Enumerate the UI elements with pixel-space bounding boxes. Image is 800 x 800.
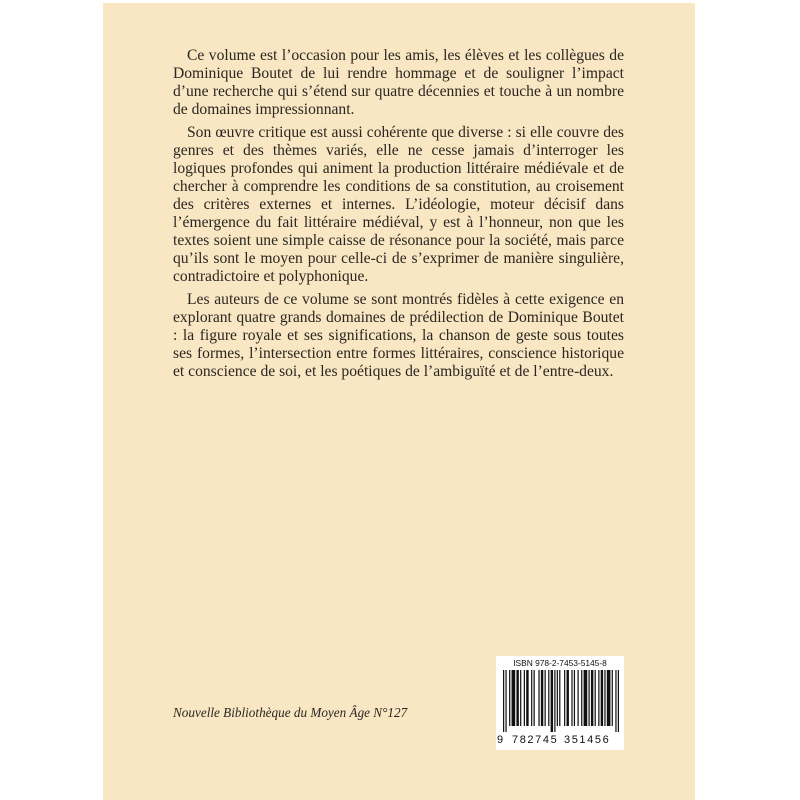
barcode-bar <box>595 670 596 726</box>
isbn-barcode <box>496 656 624 750</box>
barcode-bar <box>564 670 565 726</box>
barcode-bar <box>534 670 535 726</box>
barcode-digit-first: 9 <box>497 734 504 746</box>
barcode-bar <box>505 670 506 732</box>
barcode-bar <box>554 670 555 732</box>
barcode-bar <box>571 670 572 726</box>
barcode-bar <box>503 670 504 732</box>
series-title: Nouvelle Bibliothèque du Moyen Âge N°127 <box>173 705 408 720</box>
barcode-bars <box>503 670 619 732</box>
barcode-digit-group-2: 351456 <box>564 734 611 746</box>
barcode-bar <box>516 670 518 726</box>
blurb-paragraph-1: Ce volume est l’occasion pour les amis, les élèves et les collègues de Dominique Boutet de lui rendre hommage et de souligner l’impact d’une recherche qui s’étend sur quatre décennies et touche à un nombre de domaines impressionnant. <box>173 47 624 118</box>
book-back-cover <box>103 3 695 800</box>
barcode-bar <box>604 670 605 726</box>
barcode-bar <box>545 670 546 726</box>
barcode-bar <box>541 670 543 726</box>
barcode-bar <box>591 670 593 726</box>
blurb-paragraph-2: Son œuvre critique est aussi cohérente que diverse : si elle couvre des genres et des thèmes variés, elle ne cesse jamais d’interroger les logiques profondes qui animent la production littéraire médiévale et de chercher à comprendre les conditions de sa constitution, au croisement des critères externes et internes. L’idéologie, moteur décisif dans l’émergence du fait littéraire médiéval, y est à l’honneur, non que les textes soient une simple caisse de résonance pour la société, mais parce qu’ils sont le moyen pour celle-ci de s’exprimer de manière singulière, contradictoire et polyphonique. <box>173 124 624 285</box>
barcode-bar <box>584 670 588 726</box>
barcode-bar <box>598 670 599 726</box>
barcode-bar <box>509 670 510 726</box>
barcode-bar <box>574 670 575 726</box>
barcode-bar <box>548 670 549 726</box>
isbn-label: ISBN 978-2-7453-5145-8 <box>513 658 607 668</box>
barcode-bar <box>612 670 613 726</box>
barcode-bar <box>538 670 539 726</box>
barcode-bar <box>520 670 521 726</box>
blurb-paragraph-3: Les auteurs de ce volume se sont montrés fidèles à cette exigence en explorant quatre grands domaines de prédilection de Dominique Boutet : la figure royale et ses significations, la chanson de geste sous toutes ses formes, l’intersection entre formes littéraires, conscience historique et conscience de soi, et les poétiques de l’ambiguïté et de l’entre-deux. <box>173 291 624 380</box>
barcode-bar <box>601 670 603 726</box>
barcode-bar <box>581 670 582 726</box>
barcode-bar <box>618 670 619 732</box>
barcode-bar <box>526 670 528 726</box>
barcode-bar <box>524 670 525 726</box>
barcode-bar <box>559 670 560 726</box>
barcode-bar <box>615 670 616 732</box>
blurb <box>173 47 624 386</box>
barcode-bar <box>557 670 558 726</box>
barcode-bar <box>577 670 578 726</box>
barcode-bar <box>551 670 553 732</box>
barcode-bar <box>588 670 589 726</box>
barcode-bar <box>512 670 516 726</box>
barcode-digit-group-1: 782745 <box>512 734 559 746</box>
barcode-bar <box>607 670 611 726</box>
barcode-bar <box>531 670 532 726</box>
barcode-bar <box>566 670 568 726</box>
